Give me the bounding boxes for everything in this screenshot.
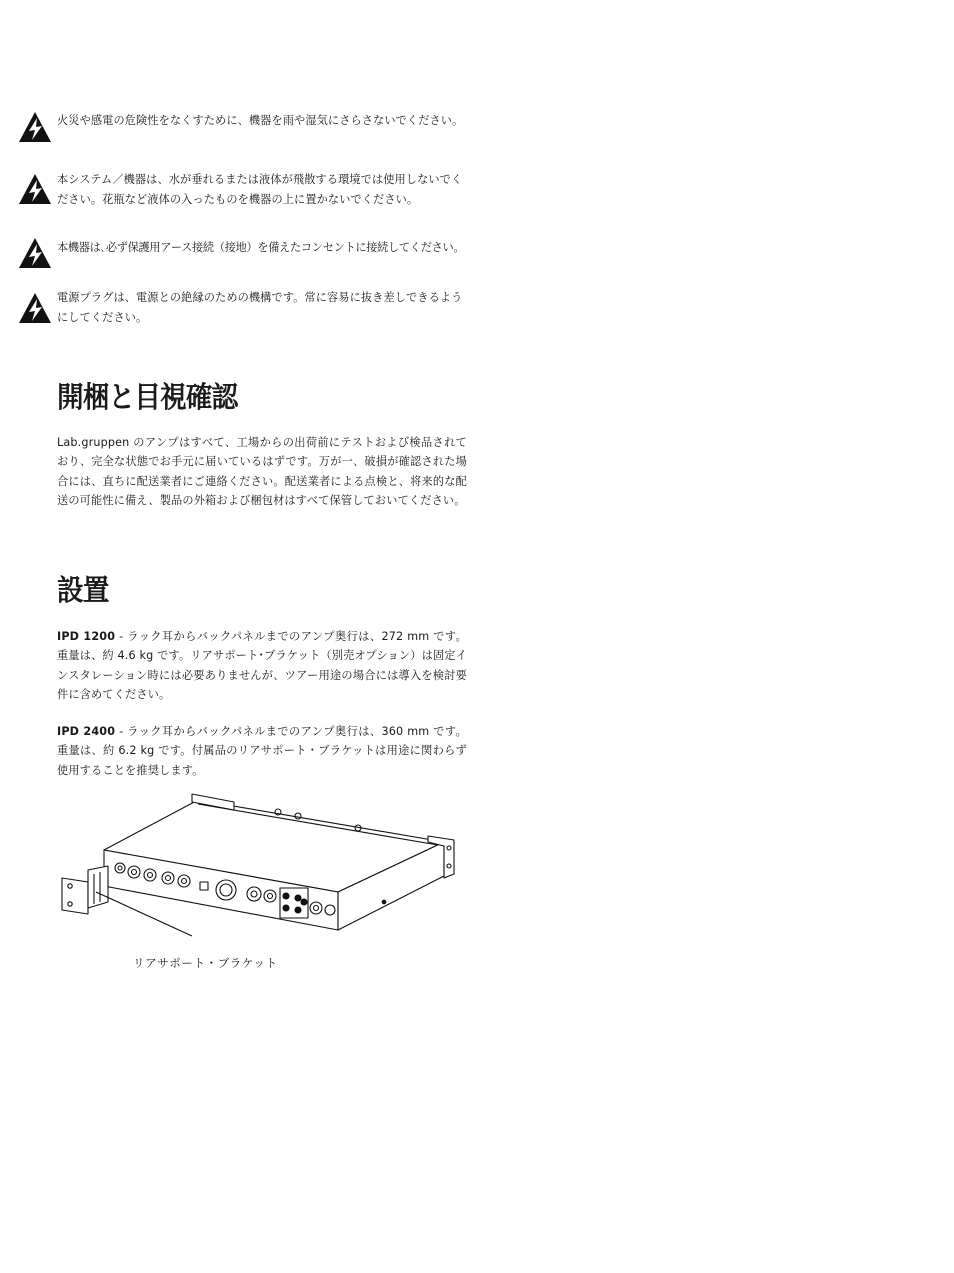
ipd2400-paragraph — [57, 722, 467, 780]
warning-text: 本機器は､必ず保護用アース接続（接地）を備えたコンセントに接続してください。 — [57, 241, 465, 254]
ipd2400-text: - ラック耳からバックパネルまでのアンプ奥行は、360 mm です。重量は、約 6.2 kg です。付属品のリアサポート・ブラケットは用途に関わらず使用することを推奨します。 — [57, 725, 467, 777]
installation-heading: 設置 — [57, 573, 109, 607]
unpacking-heading: 開梱と目視確認 — [57, 380, 238, 414]
lightning-warning-icon — [18, 173, 52, 205]
lightning-warning-icon — [18, 111, 52, 143]
unpacking-body: Lab.gruppen のアンプはすべて、工場からの出荷前にテストおよび検品されており、完全な状態でお手元に届いているはずです。万が一、破損が確認された場合には、直ちに配送業者にご連絡ください。配送業者による点検と、将来的な配送の可能性に備え、製品の外箱および梱包材はすべて保管しておいてください。 — [57, 436, 467, 508]
warning-text: 本システム／機器は、水が垂れるまたは液体が飛散する環境では使用しないでください。花瓶など液体の入ったものを機器の上に置かないでください。 — [57, 173, 463, 206]
lightning-warning-icon — [18, 292, 52, 324]
figure-caption: リアサポート・ブラケット — [133, 956, 278, 970]
ipd1200-model: IPD 1200 — [57, 630, 116, 643]
ipd1200-text: - ラック耳からバックパネルまでのアンプ奥行は、272 mm です。重量は、約 4.6 kg です。リアサポート･ブラケット（別売オプション）は固定インスタレーション時には必要ありませんが、ツアー用途の場合には導入を検討要件に含めてください。 — [57, 630, 467, 702]
ipd2400-model: IPD 2400 — [57, 725, 116, 738]
warning-text: 火災や感電の危険性をなくすために、機器を雨や湿気にさらさないでください。 — [57, 114, 464, 127]
amplifier-rear-support-illustration — [58, 790, 458, 940]
warning-text: 電源プラグは、電源との絶縁のための機構です。常に容易に抜き差しできるようにしてください。 — [57, 291, 463, 324]
lightning-warning-icon — [18, 237, 52, 269]
ipd1200-paragraph — [57, 627, 467, 705]
